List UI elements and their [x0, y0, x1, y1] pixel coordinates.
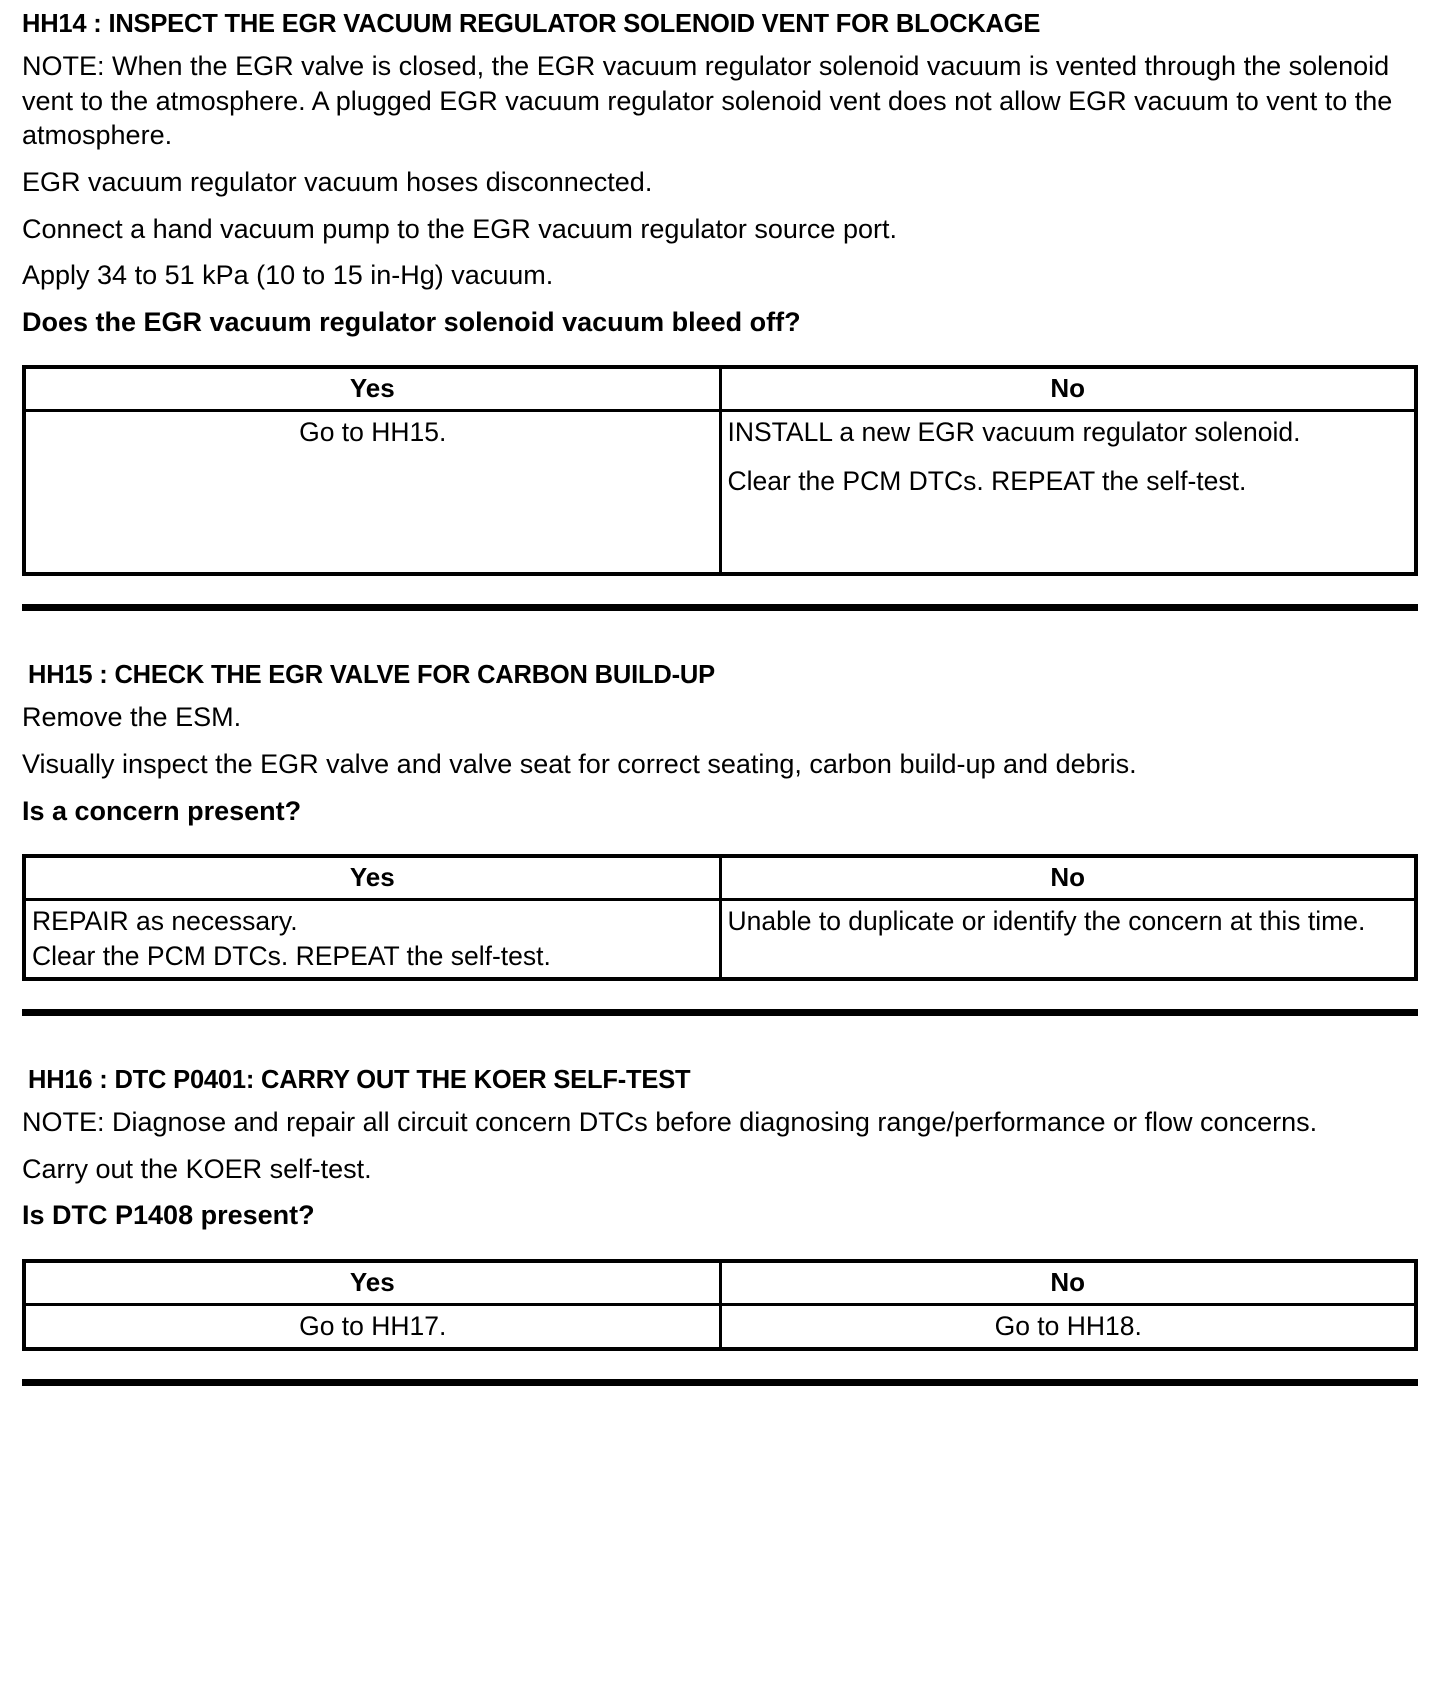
cell-no-hh16-line-1: Go to HH18.: [994, 1310, 1142, 1341]
section-hh15: [22, 661, 1418, 1066]
cell-yes-hh15: [24, 900, 720, 979]
column-header-no: No: [720, 367, 1416, 411]
cell-no-hh16: [720, 1304, 1416, 1349]
cell-yes-hh16-line-1: Go to HH17.: [299, 1310, 447, 1341]
table-row: [24, 1304, 1416, 1349]
step-title-hh15: HH15 : CHECK THE EGR VALVE FOR CARBON BUILD-UP: [28, 661, 715, 690]
table-header-row: [24, 367, 1416, 411]
cell-yes-hh14: [24, 411, 720, 575]
cell-yes-hh16-content: [26, 1306, 719, 1347]
section-hh14: [22, 10, 1418, 661]
paragraph-hh14-hoses: EGR vacuum regulator vacuum hoses disconnected.: [22, 166, 653, 197]
question-hh14: Does the EGR vacuum regulator solenoid vacuum bleed off?: [22, 306, 801, 337]
decision-table-hh15: [22, 854, 1418, 981]
spacer-1: [22, 611, 1418, 661]
cell-no-hh15: [720, 900, 1416, 979]
cell-no-hh14-line-1: INSTALL a new EGR vacuum regulator solenoid.: [727, 417, 1301, 448]
paragraph-hh15-remove: Remove the ESM.: [22, 702, 242, 733]
table-row: [24, 411, 1416, 575]
spacer-2: [22, 1016, 1418, 1066]
step-title-hh16: HH16 : DTC P0401: CARRY OUT THE KOER SELF-TEST: [28, 1065, 691, 1094]
section-divider-3: [22, 1379, 1418, 1386]
paragraph-hh16-koer: Carry out the KOER self-test.: [22, 1153, 372, 1184]
column-header-no: No: [720, 856, 1416, 900]
column-header-no: No: [720, 1261, 1416, 1305]
section-divider-2: [22, 1009, 1418, 1016]
cell-yes-hh15-line-2: Clear the PCM DTCs. REPEAT the self-test.: [32, 940, 551, 971]
cell-no-hh14: [720, 411, 1416, 575]
step-title-hh14: HH14 : INSPECT THE EGR VACUUM REGULATOR SOLENOID VENT FOR BLOCKAGE: [22, 10, 1041, 38]
paragraph-hh14-note: NOTE: When the EGR valve is closed, the EGR vacuum regulator solenoid vacuum is vented through the solenoid vent to the atmosphere. A plugged EGR vacuum regulator solenoid vent does not allow EGR vacuum to vent to the atmosphere.: [22, 51, 1393, 151]
cell-yes-hh15-line-1: REPAIR as necessary.: [32, 906, 298, 937]
table-header-row: [24, 856, 1416, 900]
cell-yes-hh14-content: [26, 412, 719, 453]
column-header-yes: Yes: [24, 856, 720, 900]
section-hh16: [22, 1066, 1418, 1386]
question-hh15: Is a concern present?: [22, 795, 302, 826]
decision-table-hh16: [22, 1259, 1418, 1351]
column-header-yes: Yes: [24, 367, 720, 411]
paragraph-hh15-inspect: Visually inspect the EGR valve and valve seat for correct seating, carbon build-up and debris.: [22, 749, 1137, 779]
paragraph-hh16-note: NOTE: Diagnose and repair all circuit concern DTCs before diagnosing range/performance or flow concerns.: [22, 1107, 1318, 1138]
cell-no-hh14-line-2: Clear the PCM DTCs. REPEAT the self-test.: [727, 465, 1247, 496]
cell-no-hh15-line-1: Unable to duplicate or identify the concern at this time.: [727, 906, 1366, 937]
cell-yes-hh14-line-1: Go to HH15.: [299, 417, 447, 448]
cell-yes-hh15-content: [26, 901, 719, 977]
section-divider-1: [22, 604, 1418, 611]
table-header-row: [24, 1261, 1416, 1305]
paragraph-hh14-apply: Apply 34 to 51 kPa (10 to 15 in-Hg) vacuum.: [22, 260, 554, 291]
decision-table-hh14: [22, 365, 1418, 576]
column-header-yes: Yes: [24, 1261, 720, 1305]
question-hh16: Is DTC P1408 present?: [22, 1200, 315, 1231]
cell-no-hh15-content: [722, 901, 1415, 942]
paragraph-hh14-connect: Connect a hand vacuum pump to the EGR vacuum regulator source port.: [22, 213, 897, 244]
cell-yes-hh16: [24, 1304, 720, 1349]
cell-no-hh14-content: [722, 412, 1415, 502]
table-row: [24, 900, 1416, 979]
cell-no-hh16-content: [722, 1306, 1415, 1347]
